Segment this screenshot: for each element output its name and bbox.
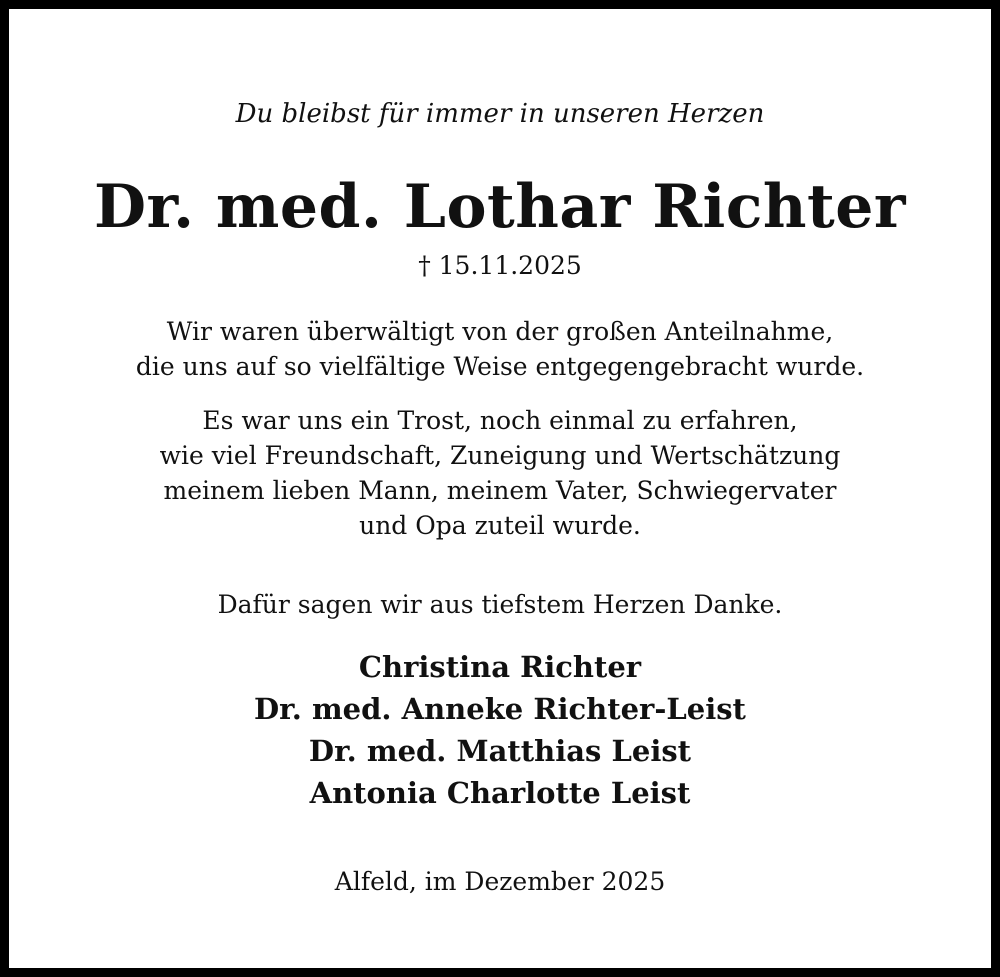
place-and-date: Alfeld, im Dezember 2025 (334, 867, 666, 896)
thanks-line: Dafür sagen wir aus tiefstem Herzen Danke. (217, 590, 783, 619)
signer-name: Christina Richter (358, 650, 642, 684)
paragraph-line: Wir waren überwältigt von der großen Anteilnahme, (166, 317, 834, 346)
paragraph-line: und Opa zuteil wurde. (359, 511, 641, 540)
death-date: † 15.11.2025 (418, 251, 582, 280)
paragraph-line: wie viel Freundschaft, Zuneigung und Wertschätzung (159, 441, 841, 470)
gratitude-paragraph (9, 314, 991, 384)
signers-list (9, 646, 991, 814)
paragraph-line: die uns auf so vielfältige Weise entgegengebracht wurde. (135, 352, 865, 381)
paragraph-line: meinem lieben Mann, meinem Vater, Schwiegervater (163, 476, 837, 505)
paragraph-line: Es war uns ein Trost, noch einmal zu erfahren, (202, 406, 798, 435)
signer-name: Dr. med. Matthias Leist (308, 734, 692, 768)
comfort-paragraph (9, 403, 991, 543)
signer-name: Antonia Charlotte Leist (309, 776, 691, 810)
deceased-name: Dr. med. Lothar Richter (93, 172, 907, 242)
signer-name: Dr. med. Anneke Richter-Leist (254, 692, 746, 726)
motto-line: Du bleibst für immer in unseren Herzen (235, 99, 765, 129)
